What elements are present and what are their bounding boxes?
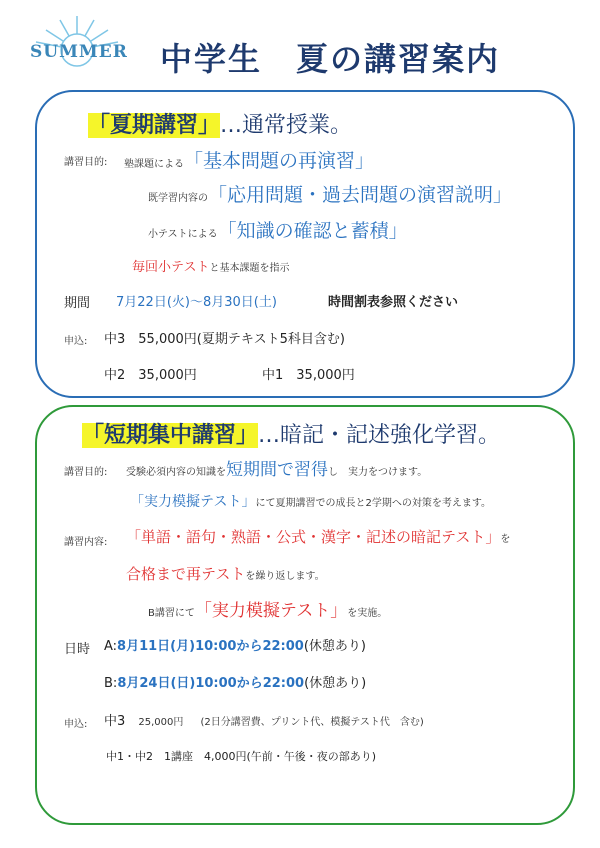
summer-logo-text: SUMMER <box>30 42 128 62</box>
session-a: A:8月11日(月)10:00から22:00(休憩あり) <box>104 639 366 654</box>
apply-label-2: 申込: <box>64 719 88 730</box>
content-line-1: 「単語・語句・熟語・公式・漢字・記述の暗記テスト」を <box>126 528 511 546</box>
purpose-line-3: 小テストによる「知識の確認と蓄積」 <box>148 220 408 242</box>
period-value: 7月22日(火)～8月30日(土) <box>116 295 277 310</box>
page-title: 中学生 夏の講習案内 <box>160 40 501 78</box>
date-label: 日時 <box>64 642 91 657</box>
intensive-purpose-1: 受験必須内容の知識を短期間で習得し 実力をつけます。 <box>126 460 428 480</box>
session-b: B:8月24日(日)10:00から22:00(休憩あり) <box>104 676 367 691</box>
summer-course-title: 「夏期講習」 <box>88 113 221 138</box>
intensive-course-title: 「短期集中講習」 <box>82 423 259 448</box>
fee-grade-2: 中2 35,000円 <box>104 368 197 383</box>
summer-course-heading <box>88 108 352 139</box>
fee-grade-1: 中1 35,000円 <box>262 368 355 383</box>
fee-grade-3: 中3 55,000円(夏期テキスト5科目含む) <box>104 332 345 347</box>
period-note: 時間割表参照ください <box>328 295 459 310</box>
purpose-label-2: 講習目的: <box>64 467 108 478</box>
summer-course-title-suffix: …通常授業。 <box>220 113 353 138</box>
intensive-course-title-suffix: …暗記・記述強化学習。 <box>258 423 501 448</box>
purpose-line-2: 既学習内容の「応用問題・過去問題の演習説明」 <box>148 184 513 206</box>
period-label: 期間 <box>64 296 91 311</box>
purpose-label: 講習目的: <box>64 157 108 168</box>
intensive-fee-grade-1-2: 中1・中2 1講座 4,000円(午前・午後・夜の部あり) <box>106 750 377 763</box>
content-line-3: B講習にて「実力模擬テスト」を実施。 <box>148 601 388 621</box>
intensive-purpose-2: 「実力模擬テスト」にて夏期講習での成長と2学期への対策を考えます。 <box>130 494 492 510</box>
content-label: 講習内容: <box>64 537 108 548</box>
content-line-2: 合格まで再テストを繰り返します。 <box>126 565 325 583</box>
purpose-line-1: 塾課題による「基本問題の再演習」 <box>124 150 375 172</box>
apply-label-1: 申込: <box>64 336 88 347</box>
purpose-line-4: 毎回小テストと基本課題を指示 <box>132 260 290 275</box>
intensive-fee-grade-3: 中3 25,000円 (2日分講習費、プリント代、模擬テスト代 含む) <box>104 714 424 729</box>
intensive-course-heading <box>82 418 500 449</box>
